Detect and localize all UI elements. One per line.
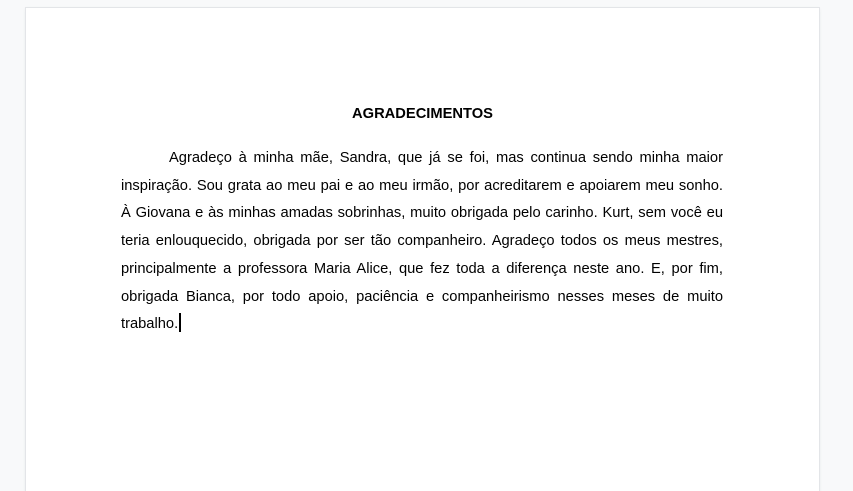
body-paragraph[interactable]: [121, 145, 723, 339]
document-heading[interactable]: AGRADECIMENTOS: [352, 106, 493, 122]
paragraph-text[interactable]: Agradeço à minha mãe, Sandra, que já se foi, mas continua sendo minha maior inspiração. Sou grata ao meu pai e ao meu irmão, por acreditarem e apoiarem meu sonho. À Giovana e às minhas amadas sobrinhas, muito obrigada pelo carinho. Kurt, sem você eu teria enlouquecido, obrigada por ser tão companheiro. Agradeço todos os meus mestres, principalmente a professora Maria Alice, que fez toda a diferença neste ano. E, por fim, obrigada Bianca, por todo apoio, paciência e companheirismo nesses meses de muito trabalho.: [121, 150, 723, 333]
text-cursor: [179, 313, 181, 332]
document-page[interactable]: [26, 8, 819, 491]
